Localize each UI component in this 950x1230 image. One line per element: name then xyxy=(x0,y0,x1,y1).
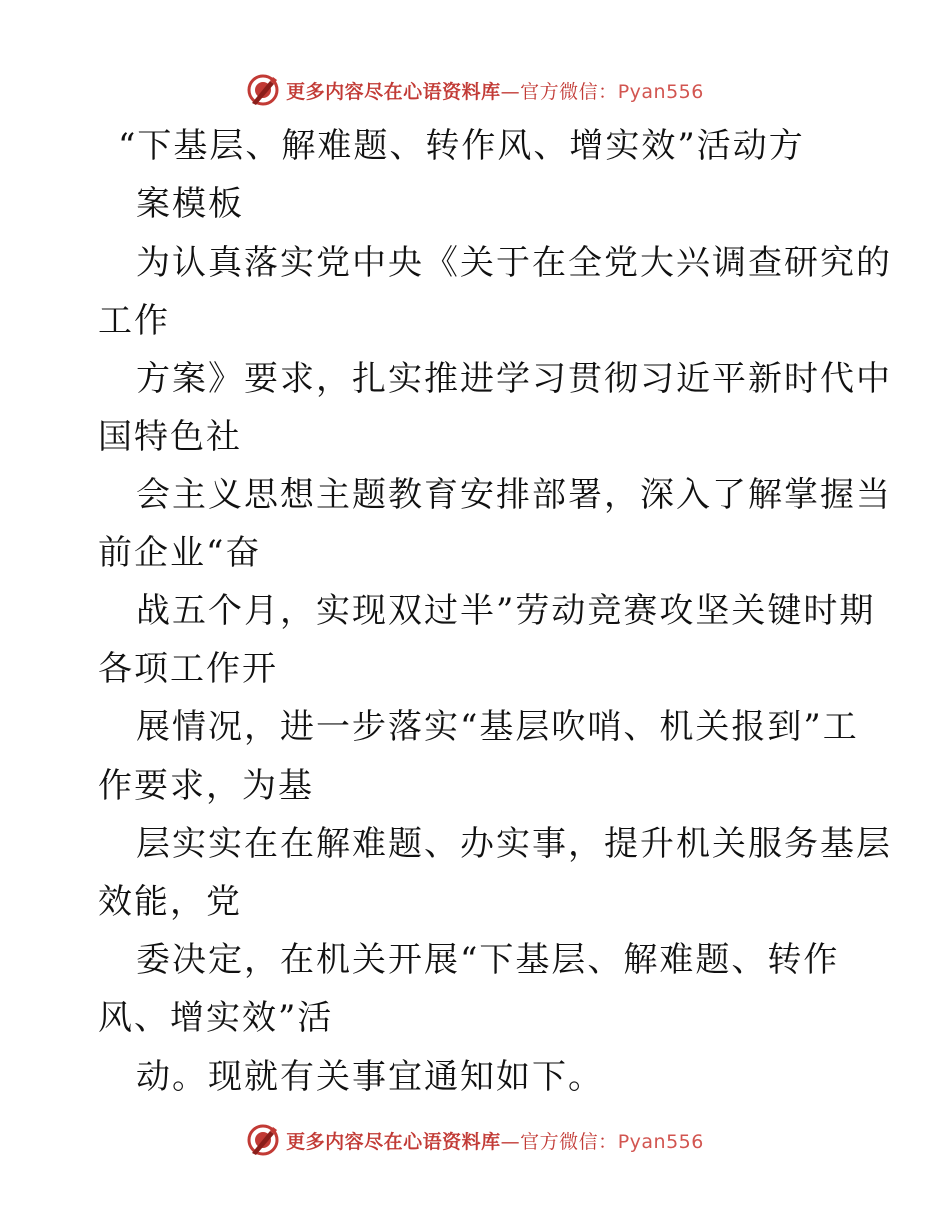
paragraph-line: 方案》要求，扎实推进学习贯彻习近平新时代中 xyxy=(136,359,892,399)
watermark-site-text: 更多内容尽在心语资料库 xyxy=(286,1130,501,1153)
paragraph-line: 展情况，进一步落实“基层吹哨、机关报到”工 xyxy=(136,707,859,747)
paragraph-line: 国特色社 xyxy=(98,417,242,457)
watermark-wechat-id: Pyan556 xyxy=(617,80,704,103)
pen-circle-logo-icon xyxy=(246,1123,280,1157)
watermark-text xyxy=(286,1127,704,1154)
paragraph-line: 作要求，为基 xyxy=(98,766,314,806)
watermark-text xyxy=(286,77,704,104)
watermark-wechat-label: 官方微信： xyxy=(520,80,618,103)
paragraph-line: 各项工作开 xyxy=(98,649,278,689)
paragraph-line: 会主义思想主题教育安排部署，深入了解掌握当 xyxy=(136,475,892,515)
footer-watermark xyxy=(0,1120,950,1160)
watermark-dash: — xyxy=(500,80,521,103)
document-title-line-1: “下基层、解难题、转作风、增实效”活动方 xyxy=(118,126,805,166)
pen-circle-logo-icon xyxy=(246,73,280,107)
paragraph-line: 为认真落实党中央《关于在全党大兴调查研究的 xyxy=(136,243,892,283)
paragraph-line: 委决定，在机关开展“下基层、解难题、转作 xyxy=(136,940,840,980)
watermark-wechat-id: Pyan556 xyxy=(617,1130,704,1153)
document-title-line-2: 案模板 xyxy=(136,184,244,224)
paragraph-line: 风、增实效”活 xyxy=(98,998,334,1038)
paragraph-line: 战五个月，实现双过半”劳动竞赛攻坚关键时期 xyxy=(136,591,876,631)
header-watermark xyxy=(0,70,950,110)
paragraph-line: 工作 xyxy=(98,301,170,341)
watermark-site-text: 更多内容尽在心语资料库 xyxy=(286,80,501,103)
watermark-wechat-label: 官方微信： xyxy=(520,1130,618,1153)
paragraph-line: 前企业“奋 xyxy=(98,533,262,573)
paragraph-line: 效能，党 xyxy=(98,882,242,922)
paragraph-line: 层实实在在解难题、办实事，提升机关服务基层 xyxy=(136,824,892,864)
paragraph-line: 动。现就有关事宜通知如下。 xyxy=(136,1057,604,1097)
watermark-dash: — xyxy=(500,1130,521,1153)
